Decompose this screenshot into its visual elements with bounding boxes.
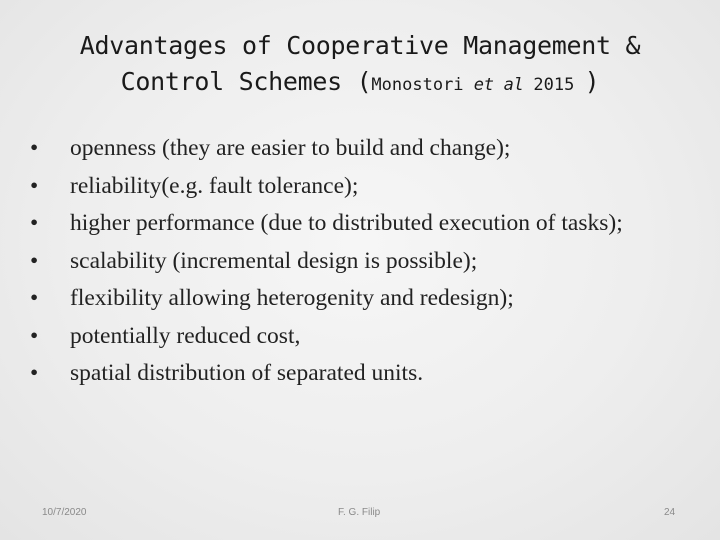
footer-author: F. G. Filip [338,507,381,518]
bullet-text: openness (they are easier to build and change); [70,135,511,161]
footer-date: 10/7/2020 [42,507,87,518]
bullet-list [30,130,680,393]
list-item [30,318,680,356]
bullet-icon: • [30,285,39,311]
list-item [30,280,680,318]
bullet-icon: • [30,322,39,349]
list-item [30,205,680,243]
bullet-icon: • [30,247,39,274]
bullet-text: reliability(e.g. fault tolerance); [70,172,359,199]
list-item [30,130,680,168]
title-line-1: Advantages of Cooperative Management & [79,31,641,60]
title-line-2 [20,64,700,103]
title-line-2-main: Control Schemes ( [120,67,372,96]
bullet-text: higher performance (due to distributed execution of tasks); [70,210,623,236]
bullet-text: potentially reduced cost, [70,322,301,349]
title-author: Monostori [371,75,474,95]
list-item [30,168,680,206]
bullet-text: spatial distribution of separated units. [70,360,424,386]
title-et-al: et al [473,75,534,95]
list-item [30,243,680,281]
slide-title [20,28,700,103]
bullet-icon: • [30,360,39,386]
bullet-icon: • [30,172,39,199]
bullet-icon: • [30,210,39,236]
bullet-text: flexibility allowing heterogenity and redesign); [70,285,514,311]
bullet-icon: • [30,135,39,161]
list-item [30,355,680,393]
bullet-text: scalability (incremental design is possible); [70,247,478,274]
title-year: 2015 [533,75,585,95]
title-close-paren: ) [584,67,600,96]
footer-page-number: 24 [664,507,676,518]
